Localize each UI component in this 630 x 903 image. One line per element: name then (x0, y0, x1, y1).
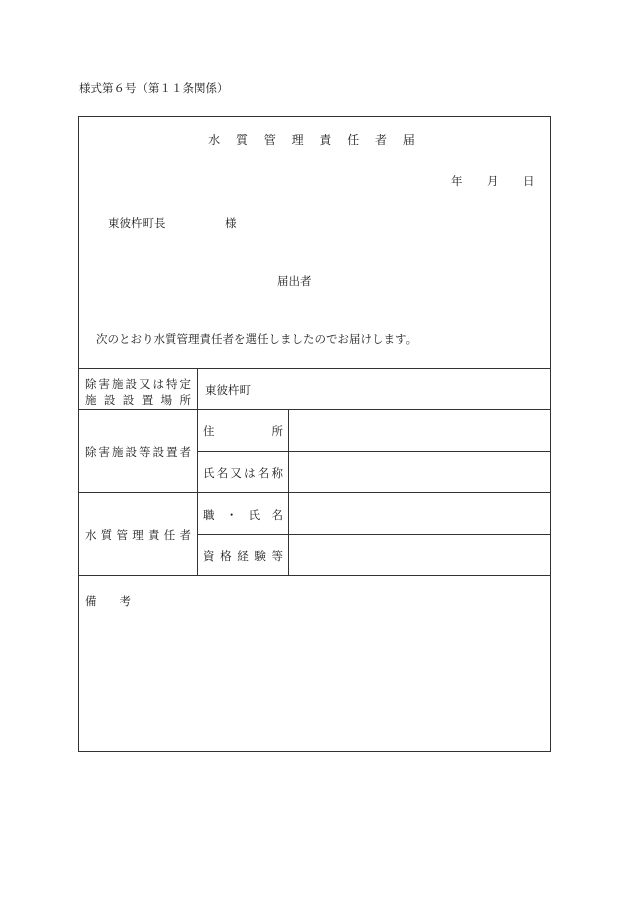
position-name-label: 職 ・ 氏 名 (203, 508, 283, 522)
remarks-field[interactable] (83, 612, 546, 744)
qualification-field[interactable] (293, 538, 547, 572)
manager-label: 水 質 管 理 責 任 者 (85, 528, 191, 542)
date-day-label: 日 (523, 174, 535, 188)
honorific: 様 (225, 216, 237, 230)
name-label: 氏名又は名称 (203, 466, 283, 480)
address-field[interactable] (293, 413, 547, 447)
address-label: 住 所 (203, 424, 283, 438)
column-divider (197, 368, 198, 575)
table-bottom-line (79, 575, 550, 576)
row-divider (197, 534, 550, 535)
row-divider (197, 451, 550, 452)
facility-location-label: 除害施設又は特定 施 設 設 置 場 所 (85, 377, 191, 407)
table-top-line (79, 368, 550, 369)
applicant-label: 届出者 (277, 274, 312, 288)
statement-text: 次のとおり水質管理責任者を選任しましたのでお届けします。 (96, 332, 418, 346)
name-field[interactable] (293, 455, 547, 489)
qualification-label: 資 格 経 験 等 (203, 549, 283, 563)
position-name-field[interactable] (293, 496, 547, 530)
form-number: 様式第６号（第１１条関係） (79, 81, 229, 95)
date-year-label: 年 (451, 174, 463, 188)
row-divider (79, 492, 550, 493)
facility-location-value: 東彼杵町 (205, 383, 251, 397)
remarks-label: 備 考 (85, 594, 131, 608)
row-divider (79, 409, 550, 410)
column-divider (288, 409, 289, 575)
installer-label: 除害施設等設置者 (85, 445, 191, 459)
form-frame (78, 116, 551, 752)
date-month-label: 月 (487, 174, 499, 188)
addressee: 東彼杵町長 (108, 216, 166, 230)
form-title: 水 質 管 理 責 任 者 届 (208, 133, 421, 147)
